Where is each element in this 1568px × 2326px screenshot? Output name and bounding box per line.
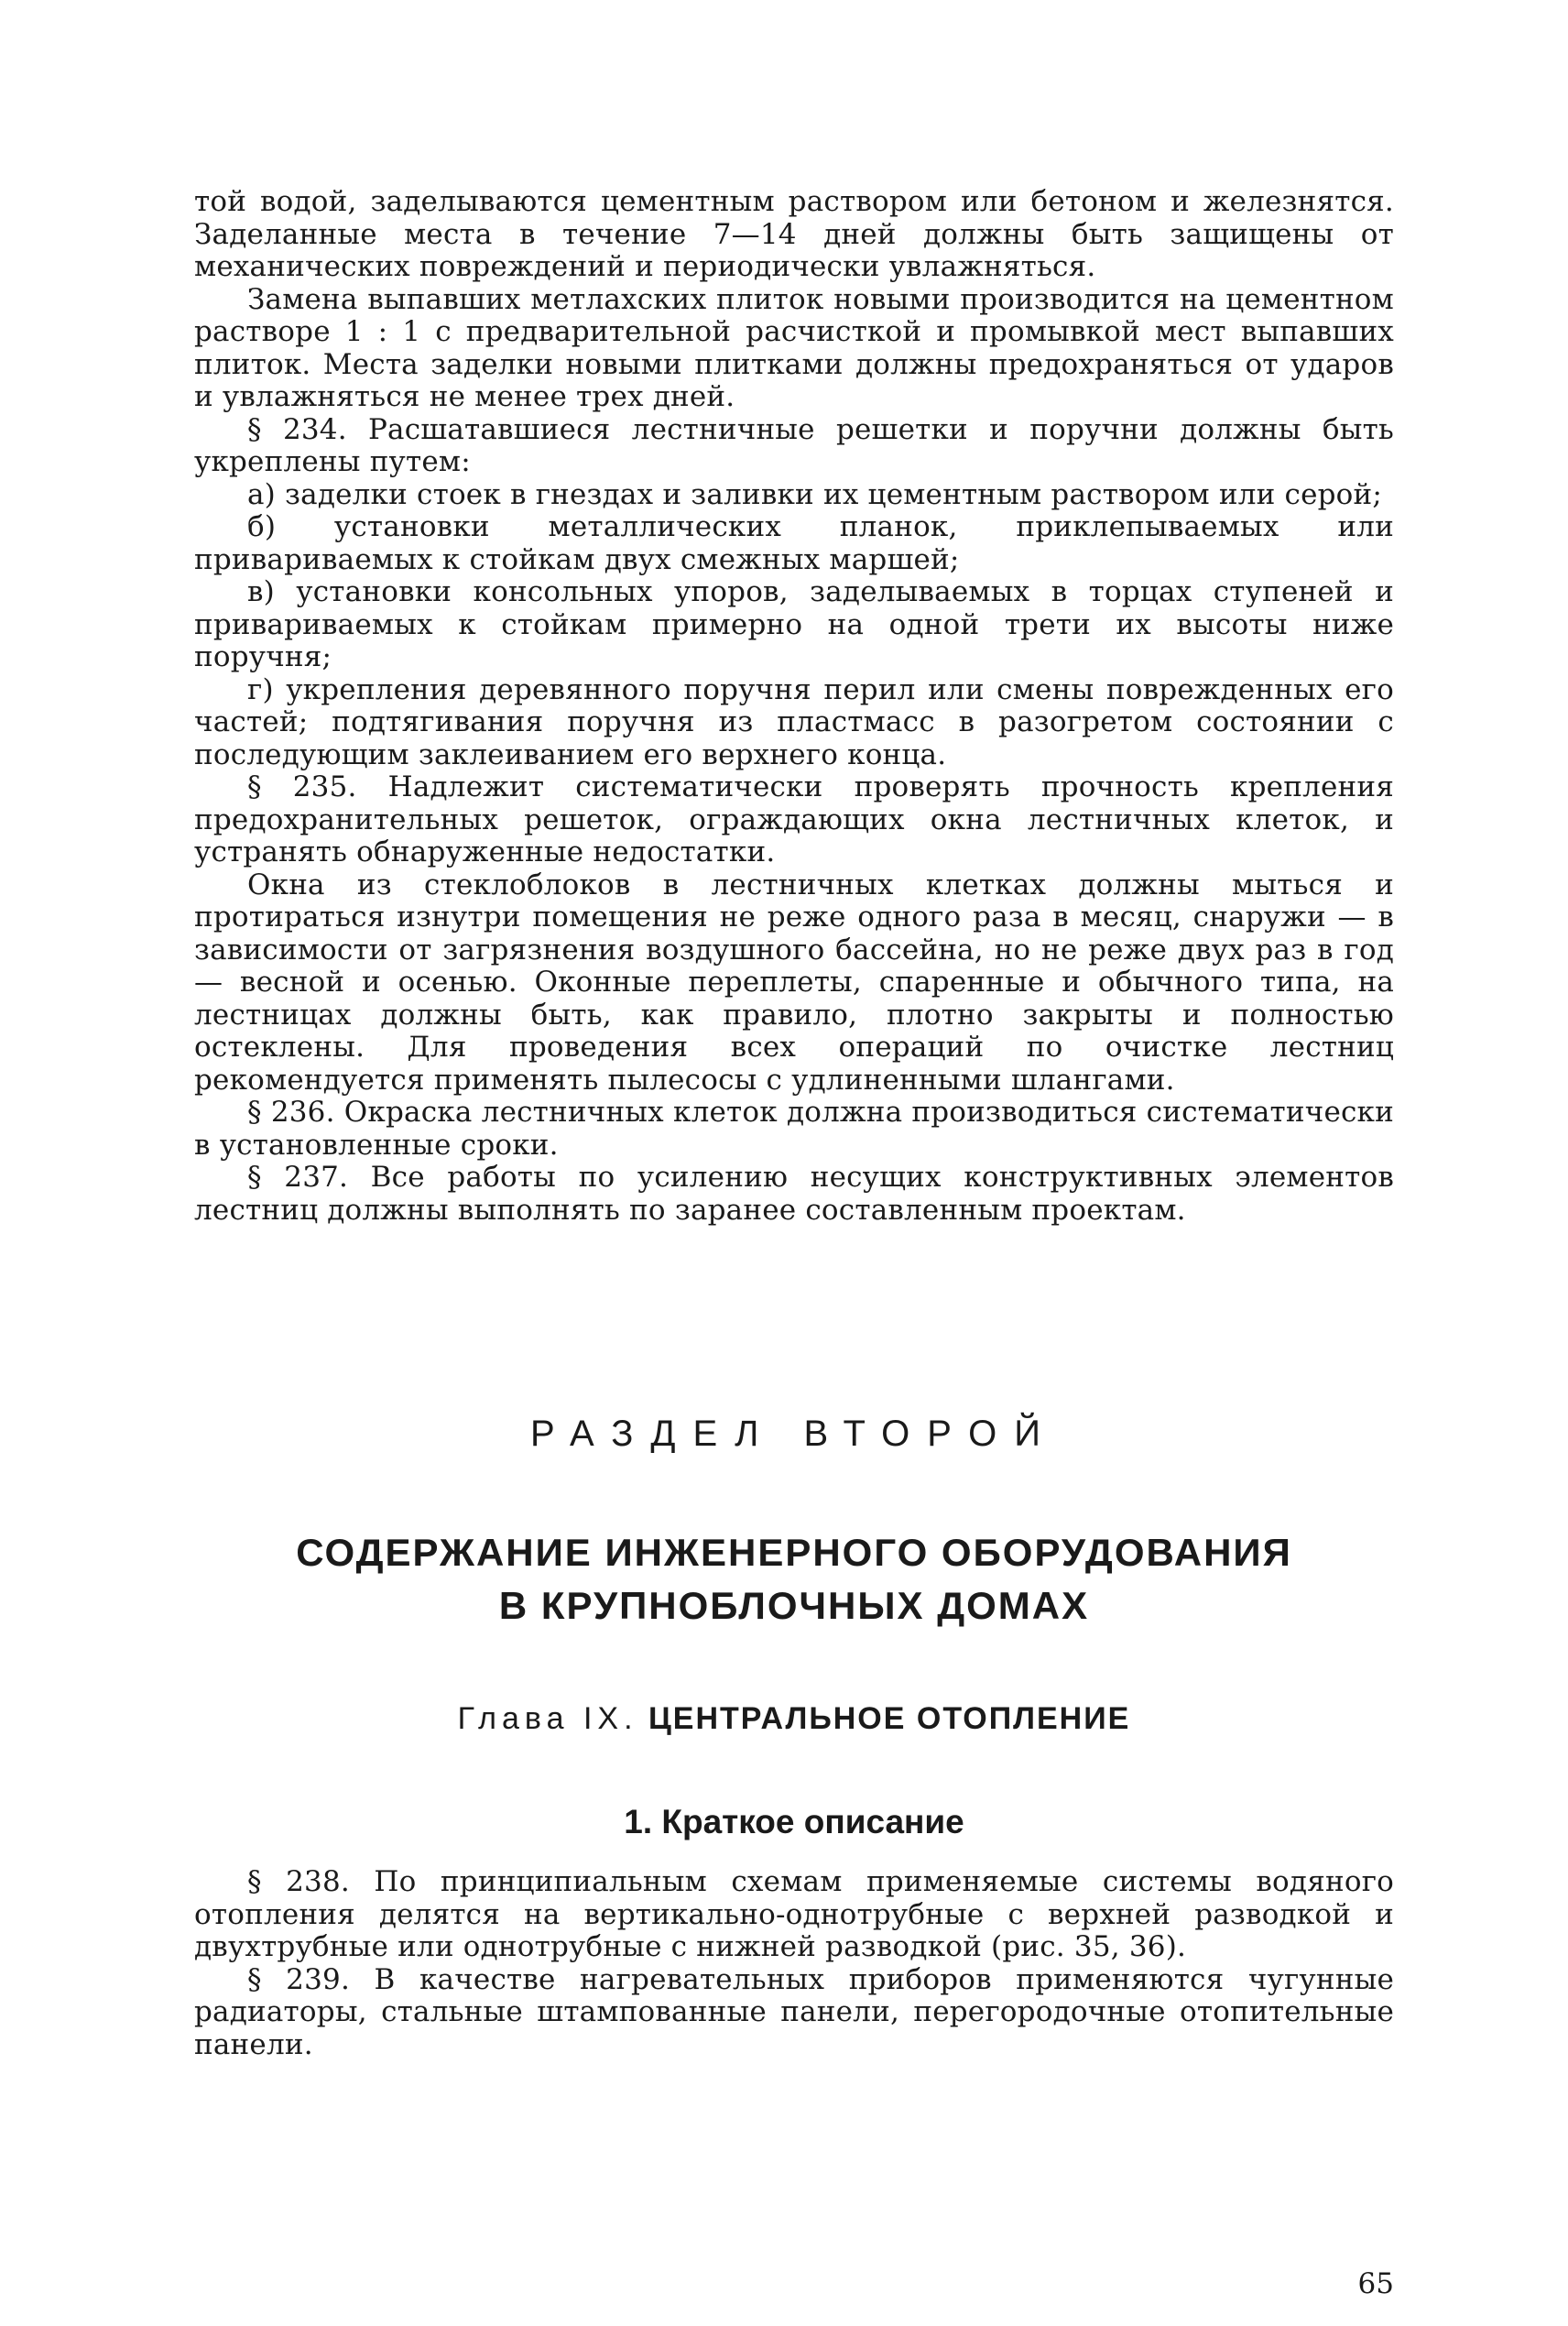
list-item: а) заделки стоек в гнездах и заливки их цементным раствором или серой; <box>247 477 1383 511</box>
section-title-line-2: В КРУПНОБЛОЧНЫХ ДОМАХ <box>498 1584 1090 1627</box>
chapter-label: Глава IX. <box>457 1701 638 1736</box>
paragraph: Замена выпавших метлахских плиток новыми производится на цементном растворе 1 : 1 с предварительной расчисткой и промывкой мест выпавших плиток. Места заделки новыми плитками должны предохраняться от ударов и увлажняться не менее трех дней. <box>194 282 1394 413</box>
chapter-name: ЦЕНТРАЛЬНОЕ ОТОПЛЕНИЕ <box>648 1701 1131 1736</box>
paragraph: § 239. В качестве нагревательных приборов применяются чугунные радиаторы, стальные штампованные панели, перегородочные отопительные панели. <box>194 1962 1394 2061</box>
body-text-bottom <box>194 1866 1394 2061</box>
chapter-title <box>194 1701 1394 1737</box>
paragraph: § 238. По принципиальным схемам применяемые системы водяного отопления делятся на вертикально-однотрубные с верхней разводкой и двухтрубные или однотрубные с нижней разводкой (рис. 35, 36). <box>194 1865 1394 1963</box>
paragraph: § 235. Надлежит систематически проверять прочность крепления предохранительных решеток, ограждающих окна лестничных клеток, и устранять обнаруженные недостатки. <box>194 770 1394 868</box>
paragraph: § 234. Расшатавшиеся лестничные решетки и поручни должны быть укреплены путем: <box>194 412 1394 478</box>
list-item: в) установки консольных упоров, заделываемых в торцах ступеней и привариваемых к стойкам примерно на одной трети их высоты ниже поручня; <box>194 575 1394 673</box>
list-item: г) укрепления деревянного поручня перил или смены поврежденных его частей; подтягивания поручня из пластмасс в разогретом состоянии с последующим заклеиванием его верхнего конца. <box>194 672 1394 771</box>
list-item: б) установки металлических планок, приклепываемых или привариваемых к стойкам двух смежных маршей; <box>194 510 1394 576</box>
body-text-top <box>194 186 1394 1227</box>
paragraph: § 237. Все работы по усилению несущих конструктивных элементов лестниц должны выполнять по заранее составленным проектам. <box>194 1161 1394 1227</box>
paragraph: Окна из стеклоблоков в лестничных клетках должны мыться и протираться изнутри помещения не реже одного раза в месяц, снаружи — в зависимости от загрязнения воздушного бассейна, но не реже двух раз в год — весной и осенью. Оконные переплеты, спаренные и обычного типа, на лестницах должны быть, как правило, плотно закрыты и полностью остеклены. Для проведения всех операций по очистке лестниц рекомендуется применять пылесосы с удлиненными шлангами. <box>194 868 1394 1097</box>
section-title <box>194 1526 1394 1633</box>
subsection-title: 1. Краткое описание <box>624 1803 964 1840</box>
paragraph: той водой, заделываются цементным раствором или бетоном и железнятся. Заделанные места в течение 7—14 дней должны быть защищены от механических повреждений и периодически увлажняться. <box>194 185 1394 283</box>
page-number: 65 <box>1357 2267 1394 2300</box>
paragraph: § 236. Окраска лестничных клеток должна производиться систематически в установленные сроки. <box>194 1096 1394 1162</box>
section-title-line-1: СОДЕРЖАНИЕ ИНЖЕНЕРНОГО ОБОРУДОВАНИЯ <box>296 1531 1292 1574</box>
section-label: РАЗДЕЛ ВТОРОЙ <box>530 1414 1058 1454</box>
